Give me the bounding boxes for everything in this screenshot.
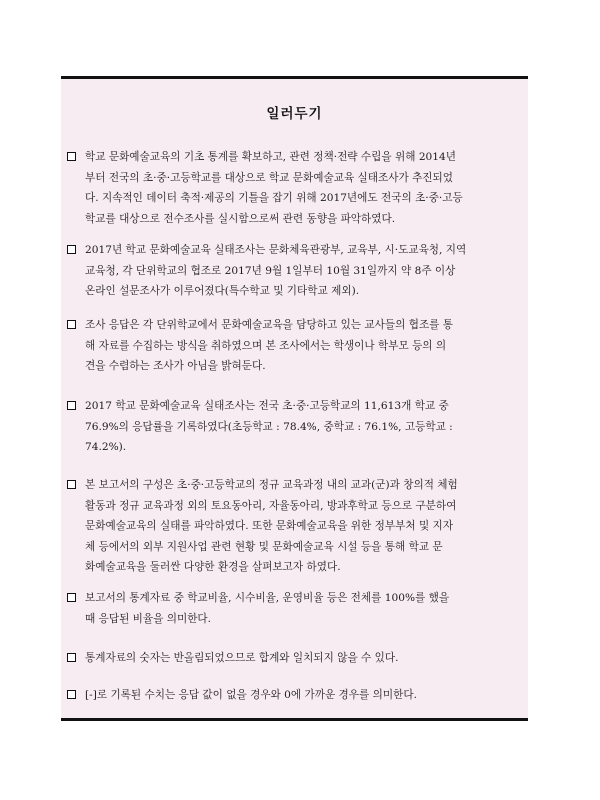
notice-item (67, 315, 527, 377)
notice-item (67, 475, 527, 578)
notice-item (67, 240, 527, 302)
notice-item (67, 588, 527, 629)
notice-item-text: 2017년 학교 문화예술교육 실태조사는 문화체육관광부, 교육부, 시·도교육청, 지역 교육청, 각 단위학교의 협조로 2017년 9월 1일부터 10월 31일까지 약 8주 이상 온라인 설문조사가 이루어졌다(특수학교 및 기타학교 제외). (85, 244, 467, 297)
notice-item (67, 147, 527, 229)
notice-item (67, 396, 527, 458)
notice-item (67, 685, 527, 706)
notice-item-text: 본 보고서의 구성은 초·중·고등학교의 정규 교육과정 내의 교과(군)과 창의적 체험 활동과 정규 교육과정 외의 토요동아리, 자율동아리, 방과후학교 등으로 구분하여 문화예술교육의 실태를 파악하였다. 또한 문화예술교육을 위한 정부부처 및 지자 체 등에서의 외부 지원사업 관련 현황 및 문화예술교육 시설 등을 통해 학교 문 화예술교육을 둘러싼 다양한 환경을 살펴보고자 하였다. (85, 479, 458, 573)
notice-box (61, 76, 528, 721)
square-bullet-icon (67, 593, 76, 602)
square-bullet-icon (67, 245, 76, 254)
square-bullet-icon (67, 401, 76, 410)
notice-item-text: [-]로 기록된 수치는 응답 값이 없을 경우와 0에 가까운 경우를 의미한다. (85, 689, 417, 701)
square-bullet-icon (67, 480, 76, 489)
notice-title: 일러두기 (266, 106, 323, 122)
square-bullet-icon (67, 320, 76, 329)
notice-item-text: 보고서의 통계자료 중 학교비율, 시수비율, 운영비율 등은 전체를 100%를 했을 때 응답된 비율을 의미한다. (85, 592, 450, 625)
square-bullet-icon (67, 152, 76, 161)
notice-item-text: 2017 학교 문화예술교육 실태조사는 전국 초·중·고등학교의 11,613개 학교 중 76.9%의 응답률을 기록하였다(초등학교 : 78.4%, 중학교 : 76.1%, 고등학교 : 74.2%). (85, 400, 453, 453)
square-bullet-icon (67, 690, 76, 699)
notice-item-text: 통계자료의 숫자는 반올림되었으므로 합계와 일치되지 않을 수 있다. (85, 652, 399, 664)
notice-item-text: 조사 응답은 각 단위학교에서 문화예술교육을 담당하고 있는 교사들의 협조를 통 해 자료를 수집하는 방식을 취하였으며 본 조사에서는 학생이나 학부모 등의 의 견을 수렴하는 조사가 아님을 밝혀둔다. (85, 319, 454, 372)
square-bullet-icon (67, 653, 76, 662)
notice-item-text: 학교 문화예술교육의 기초 통계를 확보하고, 관련 정책·전략 수립을 위해 2014년 부터 전국의 초·중·고등학교를 대상으로 학교 문화예술교육 실태조사가 추진되었 다. 지속적인 데이터 축적·제공의 기틀을 잡기 위해 2017년에도 전국의 초·중·고등 학교를 대상으로 전수조사를 실시함으로써 관련 동향을 파악하였다. (85, 151, 463, 225)
notice-item (67, 648, 527, 669)
